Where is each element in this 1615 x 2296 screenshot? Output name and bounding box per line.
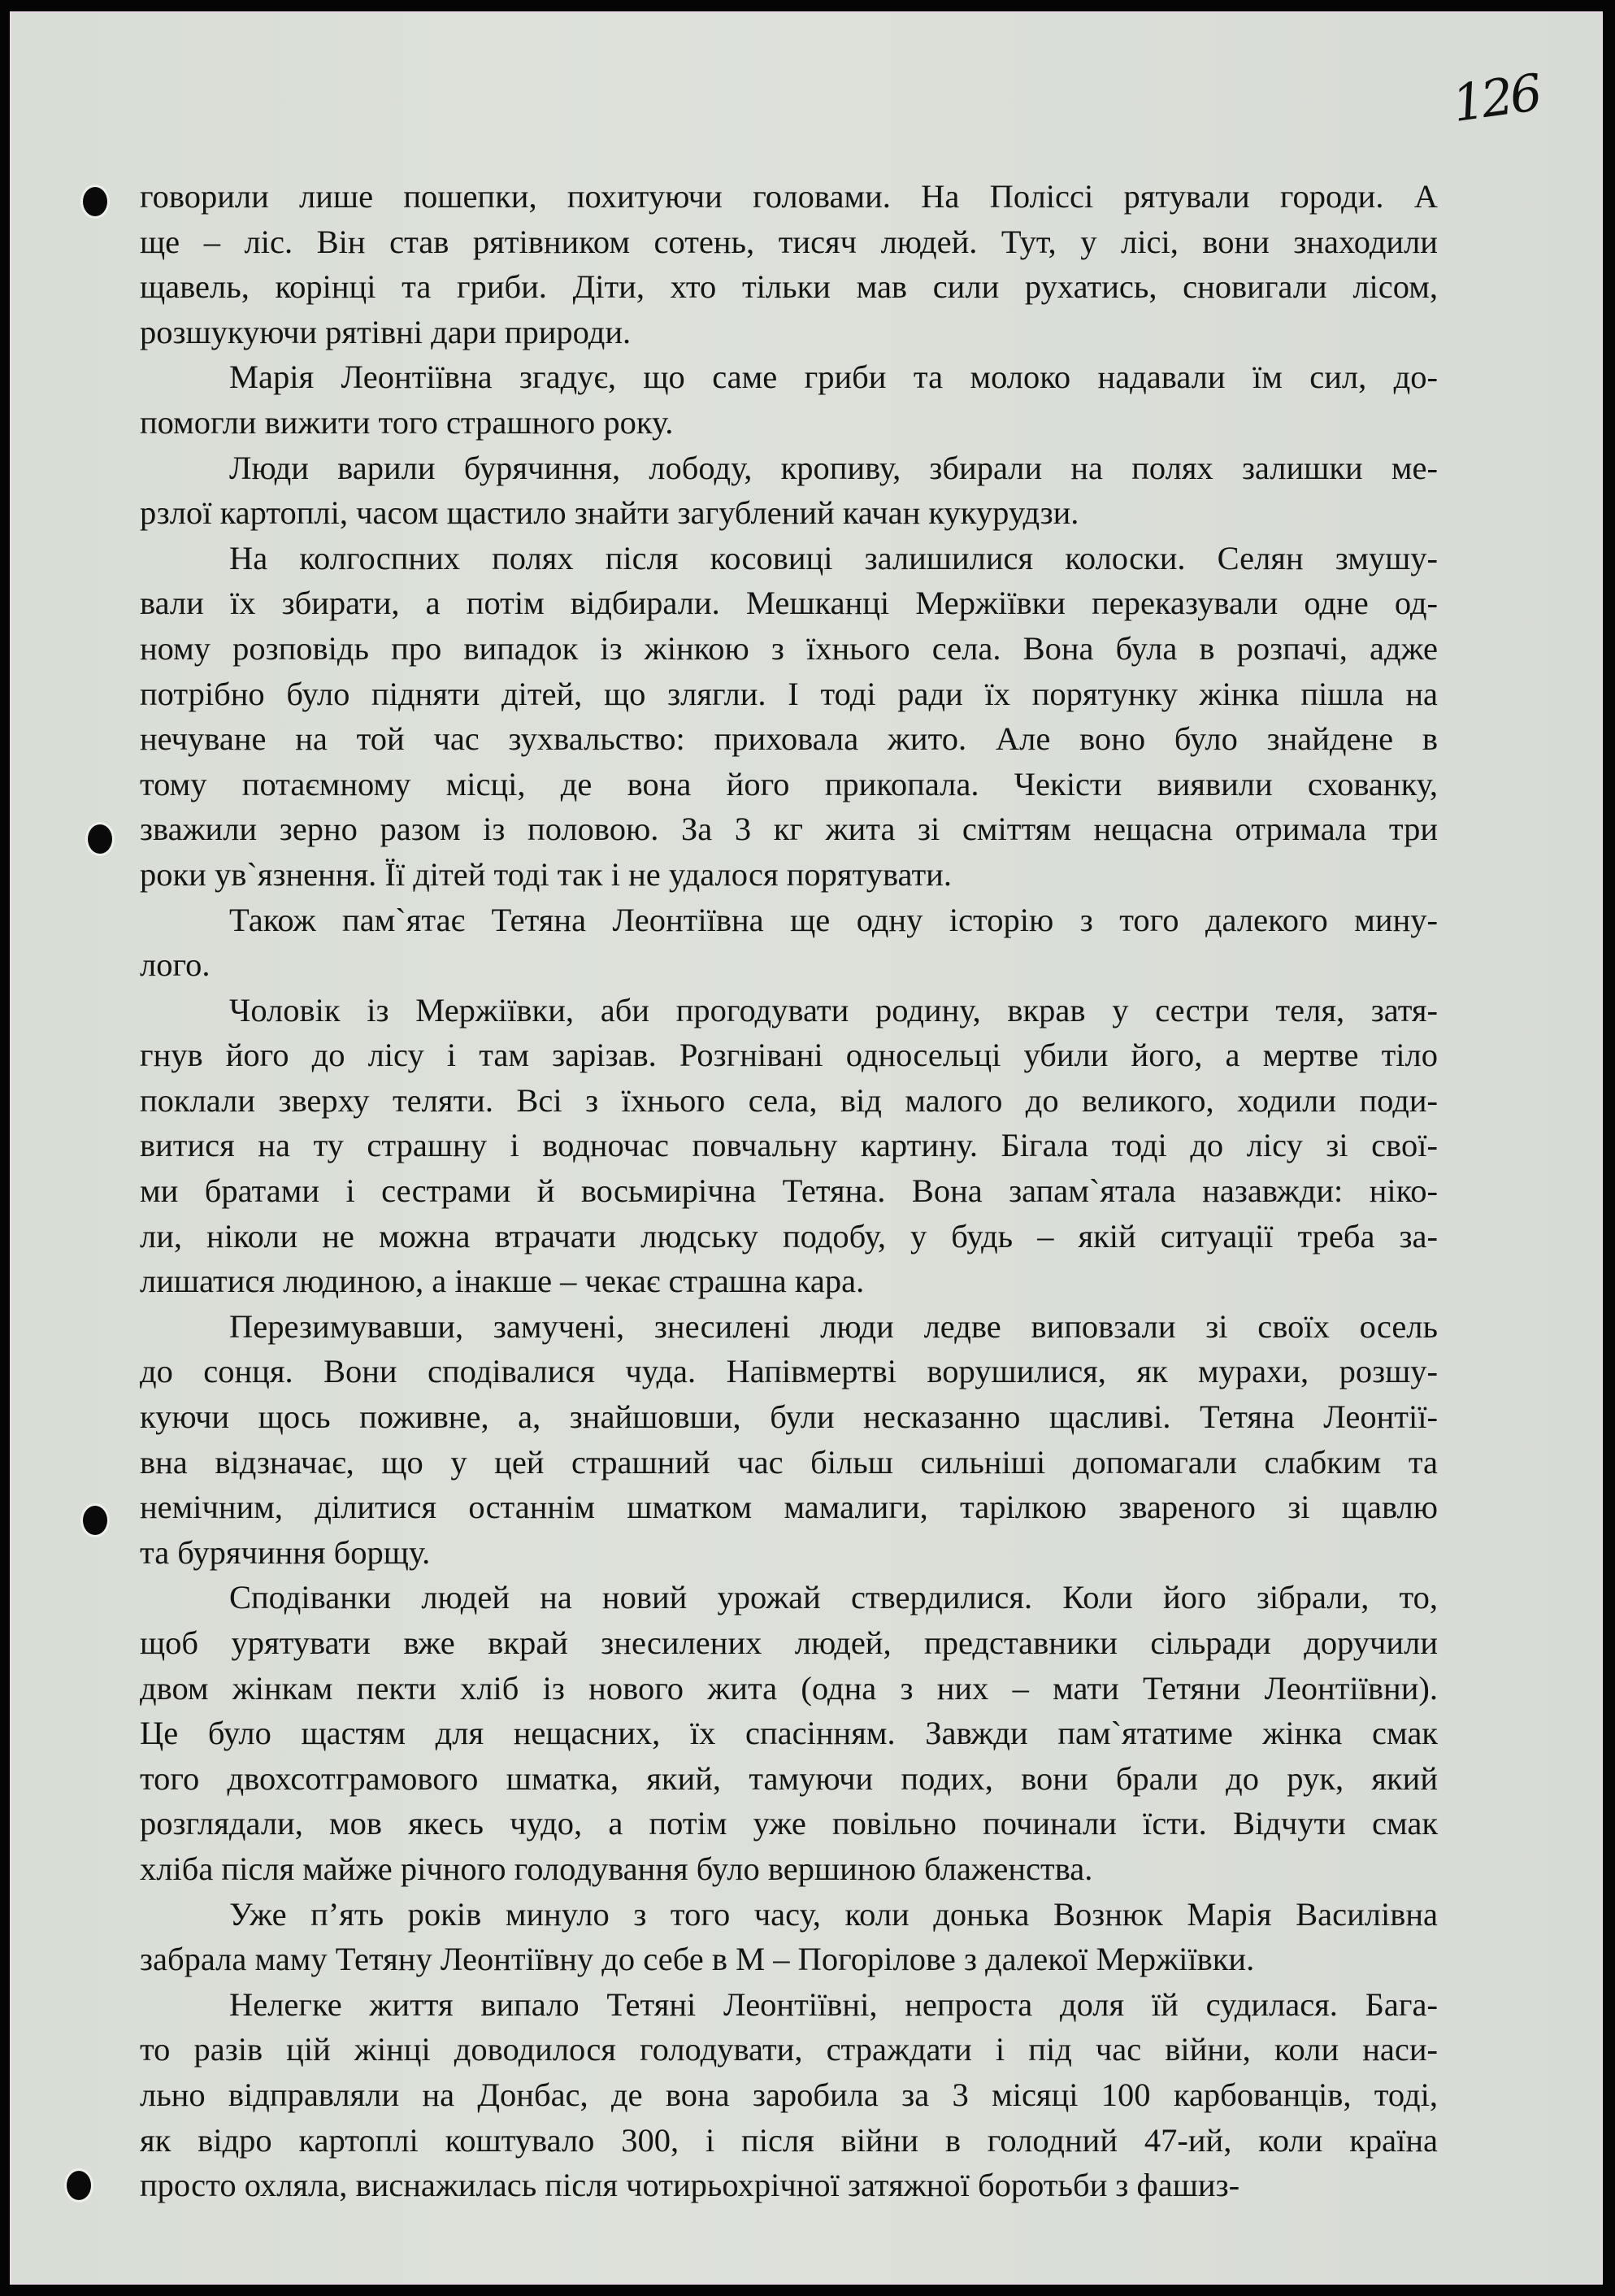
text-line: Люди варили бурячиння, лободу, кропиву, збирали на полях залишки ме- (229, 449, 1438, 486)
text-line: зважили зерно разом із половою. За 3 кг жита зі сміттям нещасна отримала три (140, 811, 1438, 848)
text-line: Це було щастям для нещасних, їх спасінням. Завжди пам`ятатиме жінка смак (140, 1715, 1438, 1752)
paragraph (140, 1892, 1438, 1982)
punch-hole-icon (67, 2171, 91, 2200)
text-line: ли, ніколи не можна втрачати людську подобу, у будь – якій ситуації треба за- (140, 1217, 1438, 1255)
punch-hole-icon (88, 824, 112, 854)
text-line: того двохсотграмового шматка, який, тамуючи подих, вони брали до рук, який (140, 1759, 1438, 1797)
text-line: роки ув`язнення. Її дітей тоді так і не удалося порятувати. (140, 855, 952, 893)
text-line: ному розповідь про випадок із жінкою з їхнього села. Вона була в розпачі, адже (140, 629, 1438, 667)
text-line: як відро картоплі коштувало 300, і після війни в голодний 47-ий, коли країна (140, 2121, 1438, 2159)
text-line: поклали зверху теляти. Всі з їхнього села, від малого до великого, ходили поди- (140, 1081, 1438, 1119)
text-line: гнув його до лісу і там зарізав. Розгнівані односельці убили його, а мертве тіло (140, 1037, 1438, 1074)
paragraph (140, 898, 1438, 988)
text-line: рзлої картоплі, часом щастило знайти загублений качан кукурудзи. (140, 494, 1079, 532)
text-line: Марія Леонтіївна згадує, що саме гриби та молоко надавали їм сил, до- (229, 359, 1438, 396)
text-line: Також пам`ятає Тетяна Леонтіївна ще одну історію з того далекого мину- (229, 901, 1438, 938)
text-line: двом жінкам пекти хліб із нового жита (одна з них – мати Тетяни Леонтіївни). (140, 1669, 1438, 1707)
paragraph (140, 1982, 1438, 2208)
text-line: тому потаємному місці, де вона його прикопала. Чекісти виявили схованку, (140, 765, 1438, 802)
text-line: На колгоспних полях після косовиці залишилися колоски. Селян змушу- (229, 539, 1438, 576)
text-line: вна відзначає, що у цей страшний час більш сильніші допомагали слабким та (140, 1443, 1438, 1481)
text-line: Чоловік із Мержіївки, аби прогодувати родину, вкрав у сестри теля, затя- (229, 991, 1438, 1028)
text-line: лого. (140, 946, 211, 984)
text-line: потрібно було підняти дітей, що злягли. І тоді ради їх порятунку жінка пішла на (140, 675, 1438, 712)
text-line: щоб урятувати вже вкрай знесилених людей, представники сільради доручили (140, 1624, 1438, 1661)
text-line: просто охляла, виснажилась після чотирьохрічної затяжної боротьби з фашиз- (140, 2167, 1240, 2204)
paragraph (140, 1575, 1438, 1891)
punch-hole-icon (83, 187, 107, 216)
text-line: ми братами і сестрами й восьмирічна Тетяна. Вона запам`ятала назавжди: ніко- (140, 1172, 1438, 1210)
text-line: льно відправляли на Донбас, де вона заробила за 3 місяці 100 карбованців, тоді, (140, 2076, 1438, 2113)
text-line: то разів цій жінці доводилося голодувати, страждати і під час війни, коли наси- (140, 2031, 1438, 2068)
paragraph (140, 446, 1438, 536)
text-line: Нелегке життя випало Тетяні Леонтіївні, непроста доля їй судилася. Бага- (229, 1985, 1438, 2023)
document-page (10, 11, 1603, 2285)
text-line: до сонця. Вони сподівалися чуда. Напівмертві ворушилися, як мурахи, розшу- (140, 1353, 1438, 1390)
text-line: Сподіванки людей на новий урожай ствердилися. Коли його зібрали, то, (229, 1579, 1438, 1616)
paragraph (140, 354, 1438, 445)
text-line: лишатися людиною, а інакше – чекає страшна кара. (140, 1263, 865, 1300)
paragraph (140, 174, 1438, 354)
text-line: розглядали, мов якесь чудо, а потім уже повільно починали їсти. Відчути смак (140, 1805, 1438, 1842)
text-line: витися на ту страшну і водночас повчальну картину. Бігала тоді до лісу зі свої- (140, 1127, 1438, 1164)
text-line: вали їх збирати, а потім відбирали. Мешканці Мержіївки переказували одне од- (140, 585, 1438, 622)
text-line: говорили лише пошепки, похитуючи головами. На Поліссі рятували городи. А (140, 178, 1438, 215)
text-line: помогли вижити того страшного року. (140, 403, 674, 441)
punch-hole-icon (83, 1506, 107, 1535)
text-line: щавель, корінці та гриби. Діти, хто тільки мав сили рухатись, сновигали лісом, (140, 268, 1438, 306)
text-line: та бурячиння борщу. (140, 1533, 431, 1571)
body-text (140, 174, 1438, 2208)
paragraph (140, 988, 1438, 1304)
text-line: забрала маму Тетяну Леонтіївну до себе в М – Погорілове з далекої Мержіївки. (140, 1941, 1255, 1978)
text-line: Перезимувавши, замучені, знесилені люди ледве виповзали зі своїх осель (229, 1307, 1438, 1345)
text-line: нечуване на той час зухвальство: приховала жито. Але воно було знайдене в (140, 720, 1438, 758)
text-line: розшукуючи рятівні дари природи. (140, 313, 632, 350)
handwritten-page-number: 126 (1448, 62, 1543, 134)
text-line: ще – ліс. Він став рятівником сотень, тисяч людей. Тут, у лісі, вони знаходили (140, 223, 1438, 260)
text-line: хліба після майже річного голодування було вершиною блаженства. (140, 1850, 1093, 1887)
text-line: немічним, ділитися останнім шматком мамалиги, тарілкою звареного зі щавлю (140, 1489, 1438, 1526)
text-line: Уже п’ять років минуло з того часу, коли донька Вознюк Марія Василівна (229, 1895, 1438, 1933)
paragraph (140, 1304, 1438, 1576)
text-line: куючи щось поживне, а, знайшовши, були несказанно щасливі. Тетяна Леонтії- (140, 1398, 1438, 1436)
paragraph (140, 536, 1438, 898)
